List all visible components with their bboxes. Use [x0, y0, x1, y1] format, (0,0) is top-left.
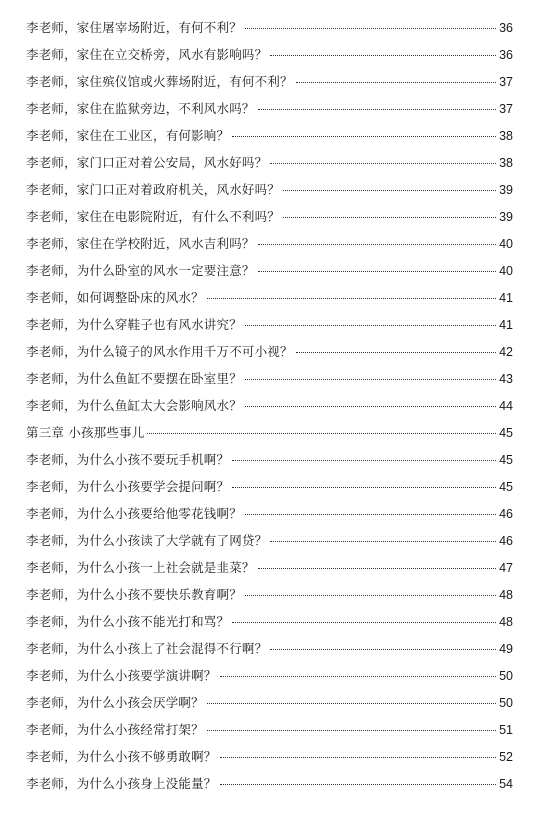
dot-leader: [270, 649, 496, 650]
toc-entry-page-number: 48: [499, 588, 513, 602]
toc-entry-page-number: 40: [499, 264, 513, 278]
dot-leader: [245, 595, 496, 596]
toc-entry[interactable]: [26, 689, 513, 716]
dot-leader: [245, 514, 496, 515]
toc-entry-title: 李老师，家住殡仪馆或火葬场附近，有何不利？: [26, 74, 293, 89]
toc-entry[interactable]: [26, 446, 513, 473]
toc-entry-page-number: 45: [499, 426, 513, 440]
toc-entry[interactable]: [26, 608, 513, 635]
dot-leader: [245, 28, 496, 29]
dot-leader: [245, 406, 496, 407]
toc-entry-page-number: 44: [499, 399, 513, 413]
toc-entry-title: 李老师，家住在立交桥旁，风水有影响吗？: [26, 47, 268, 62]
toc-entry-page-number: 54: [499, 777, 513, 791]
toc-entry-title: 李老师，为什么小孩不够勇敢啊？: [26, 749, 217, 764]
toc-entry-title: 李老师，为什么小孩要学会提问啊？: [26, 479, 230, 494]
dot-leader: [232, 622, 496, 623]
toc-entry-page-number: 39: [499, 183, 513, 197]
toc-entry[interactable]: [26, 554, 513, 581]
dot-leader: [232, 136, 496, 137]
toc-entry[interactable]: [26, 365, 513, 392]
toc-entry[interactable]: [26, 176, 513, 203]
toc-entry[interactable]: [26, 743, 513, 770]
toc-entry[interactable]: [26, 581, 513, 608]
dot-leader: [245, 379, 496, 380]
toc-entry-title: 李老师，如何调整卧床的风水？: [26, 290, 204, 305]
toc-entry-title: 李老师，为什么鱼缸不要摆在卧室里？: [26, 371, 242, 386]
dot-leader: [207, 703, 496, 704]
toc-entry-page-number: 45: [499, 480, 513, 494]
toc-entry-page-number: 38: [499, 156, 513, 170]
toc-entry-page-number: 40: [499, 237, 513, 251]
dot-leader: [270, 541, 496, 542]
toc-entry-page-number: 41: [499, 291, 513, 305]
dot-leader: [232, 487, 496, 488]
toc-entry-title: 李老师，为什么小孩不要快乐教育啊？: [26, 587, 242, 602]
toc-entry-page-number: 50: [499, 669, 513, 683]
dot-leader: [220, 757, 497, 758]
toc-entry-title: 李老师，家住在学校附近，风水吉利吗？: [26, 236, 255, 251]
dot-leader: [258, 244, 496, 245]
toc-entry-title: 李老师，为什么鱼缸太大会影响风水？: [26, 398, 242, 413]
toc-entry-page-number: 46: [499, 534, 513, 548]
toc-entry-page-number: 41: [499, 318, 513, 332]
toc-entry-title: 李老师，为什么小孩身上没能量？: [26, 776, 217, 791]
toc-entry[interactable]: [26, 68, 513, 95]
toc-entry-title: 李老师，家门口正对着公安局，风水好吗？: [26, 155, 268, 170]
dot-leader: [232, 460, 496, 461]
toc-entry[interactable]: [26, 338, 513, 365]
toc-entry-page-number: 37: [499, 75, 513, 89]
toc-entry[interactable]: [26, 716, 513, 743]
toc-entry[interactable]: [26, 41, 513, 68]
toc-entry-title: 李老师，为什么小孩要学演讲啊？: [26, 668, 217, 683]
toc-entry-page-number: 38: [499, 129, 513, 143]
toc-entry-page-number: 49: [499, 642, 513, 656]
dot-leader: [283, 217, 496, 218]
toc-entry-title: 李老师，为什么卧室的风水一定要注意？: [26, 263, 255, 278]
toc-entry-title: 李老师，家住在电影院附近，有什么不利吗？: [26, 209, 281, 224]
toc-entry-page-number: 45: [499, 453, 513, 467]
dot-leader: [245, 325, 496, 326]
toc-entry-title: 李老师，为什么小孩要给他零花钱啊？: [26, 506, 242, 521]
toc-entry[interactable]: [26, 500, 513, 527]
toc-entry[interactable]: [26, 311, 513, 338]
toc-entry-page-number: 36: [499, 21, 513, 35]
toc-entry-title: 李老师，为什么穿鞋子也有风水讲究？: [26, 317, 242, 332]
toc-entry-title: 李老师，为什么小孩不能光打和骂？: [26, 614, 230, 629]
toc-entry[interactable]: [26, 95, 513, 122]
dot-leader: [258, 109, 496, 110]
dot-leader: [270, 55, 496, 56]
toc-entry[interactable]: [26, 203, 513, 230]
toc-entry-page-number: 36: [499, 48, 513, 62]
toc-entry-title: 李老师，家门口正对着政府机关，风水好吗？: [26, 182, 281, 197]
dot-leader: [220, 784, 497, 785]
toc-entry-page-number: 43: [499, 372, 513, 386]
toc-entry[interactable]: [26, 662, 513, 689]
dot-leader: [258, 271, 496, 272]
toc-entry[interactable]: [26, 527, 513, 554]
toc-entry[interactable]: [26, 122, 513, 149]
table-of-contents: [26, 14, 513, 797]
dot-leader: [270, 163, 496, 164]
dot-leader: [258, 568, 496, 569]
toc-entry[interactable]: [26, 284, 513, 311]
toc-entry-title: 李老师，家住在工业区，有何影响？: [26, 128, 230, 143]
toc-entry[interactable]: [26, 770, 513, 797]
toc-entry-title: 李老师，为什么小孩上了社会混得不行啊？: [26, 641, 268, 656]
toc-entry-page-number: 51: [499, 723, 513, 737]
toc-entry-title: 李老师，为什么小孩经常打架？: [26, 722, 204, 737]
toc-entry[interactable]: [26, 149, 513, 176]
toc-entry-title: 李老师，为什么小孩读了大学就有了网贷？: [26, 533, 268, 548]
toc-entry-page-number: 46: [499, 507, 513, 521]
toc-entry[interactable]: [26, 473, 513, 500]
toc-entry-page-number: 50: [499, 696, 513, 710]
toc-entry[interactable]: [26, 257, 513, 284]
toc-entry[interactable]: [26, 635, 513, 662]
toc-entry[interactable]: [26, 230, 513, 257]
toc-entry-page-number: 42: [499, 345, 513, 359]
dot-leader: [296, 82, 496, 83]
dot-leader: [147, 433, 496, 434]
toc-entry[interactable]: [26, 392, 513, 419]
toc-entry[interactable]: [26, 419, 513, 446]
toc-entry-title: 李老师，为什么小孩不要玩手机啊？: [26, 452, 230, 467]
dot-leader: [283, 190, 496, 191]
toc-entry-title: 李老师，为什么小孩会厌学啊？: [26, 695, 204, 710]
toc-entry-page-number: 48: [499, 615, 513, 629]
dot-leader: [220, 676, 497, 677]
toc-entry-page-number: 39: [499, 210, 513, 224]
toc-entry-page-number: 52: [499, 750, 513, 764]
dot-leader: [207, 298, 496, 299]
toc-entry-page-number: 47: [499, 561, 513, 575]
toc-entry-title: 李老师，家住在监狱旁边，不利风水吗？: [26, 101, 255, 116]
dot-leader: [207, 730, 496, 731]
toc-entry-title: 第三章 小孩那些事儿: [26, 425, 145, 440]
toc-entry-title: 李老师，为什么镜子的风水作用千万不可小视？: [26, 344, 293, 359]
toc-entry-title: 李老师，为什么小孩一上社会就是韭菜？: [26, 560, 255, 575]
toc-entry-page-number: 37: [499, 102, 513, 116]
toc-entry-title: 李老师，家住屠宰场附近，有何不利？: [26, 20, 242, 35]
dot-leader: [296, 352, 496, 353]
toc-entry[interactable]: [26, 14, 513, 41]
